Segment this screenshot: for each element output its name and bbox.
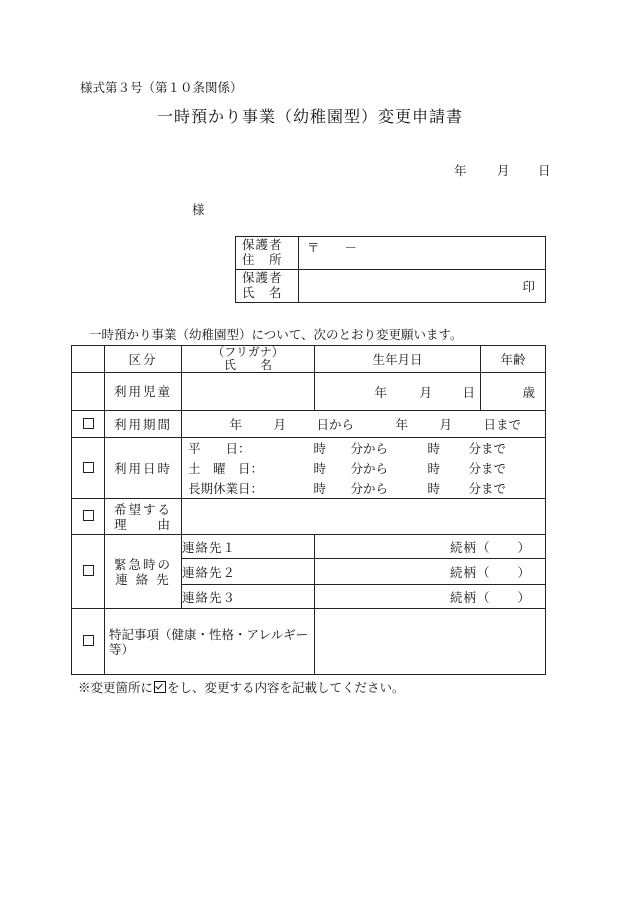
contact-1-field[interactable] [315, 535, 546, 559]
time-label: 利用日時 [105, 438, 182, 499]
application-table [71, 345, 546, 675]
document-title: 一時預かり事業（幼稚園型）変更申請書 [157, 107, 464, 126]
period-start-day: 日から [316, 417, 354, 432]
period-field[interactable] [182, 411, 546, 438]
weekday-label: 平 日： [188, 441, 251, 456]
weekday-hour-from: 時 [313, 441, 326, 456]
addressee-suffix: 様 [192, 202, 205, 217]
child-birthdate-field[interactable] [315, 373, 481, 411]
note-prefix: ※変更箇所に [78, 680, 154, 695]
reason-label: 希望する 理 由 [105, 499, 182, 535]
contact-2-relation: 続柄（ ） [449, 564, 531, 580]
special-checkbox[interactable] [83, 635, 94, 646]
child-age-unit: 歳 [522, 384, 535, 400]
period-checkbox-cell [72, 411, 105, 438]
special-label: 特記事項（健康・性格・アレルギー等） [105, 609, 315, 675]
holiday-schedule [182, 478, 545, 498]
date-day-label: 日 [538, 163, 551, 178]
period-start-year: 年 [229, 417, 242, 432]
special-checkbox-cell [72, 609, 105, 675]
header-furigana: （フリガナ） [212, 345, 284, 359]
time-row [72, 438, 546, 499]
lead-text: 一時預かり事業（幼稚園型）について、次のとおり変更願います。 [89, 327, 463, 342]
contact-2-label: 連絡先２ [182, 559, 315, 585]
saturday-schedule [182, 458, 545, 478]
child-label: 利用児童 [105, 373, 182, 411]
contact-3-label: 連絡先３ [182, 585, 315, 609]
header-name-cell [182, 346, 315, 373]
header-name: 氏 名 [223, 358, 272, 372]
reason-field[interactable] [182, 499, 546, 535]
child-blank-cell [72, 373, 105, 411]
weekday-schedule [182, 438, 545, 458]
period-row [72, 411, 546, 438]
seal-mark: 印 [522, 279, 535, 294]
time-checkbox-cell [72, 438, 105, 499]
saturday-hour-to: 時 [427, 461, 440, 476]
saturday-hour-from: 時 [313, 461, 326, 476]
contact-3-field[interactable] [315, 585, 546, 609]
table-header-row [72, 346, 546, 373]
guardian-name-label: 保護者 氏 名 [236, 270, 299, 303]
weekday-hour-to: 時 [427, 441, 440, 456]
period-end-month: 月 [439, 417, 452, 432]
date-month-label: 月 [497, 163, 510, 178]
holiday-minute-to: 分まで [468, 481, 506, 496]
child-day: 日 [462, 384, 475, 400]
footer-note [78, 680, 405, 695]
form-number: 様式第３号（第１０条関係） [80, 80, 243, 95]
period-end-year: 年 [395, 417, 408, 432]
emergency-row-1 [72, 535, 546, 559]
contact-2-field[interactable] [315, 559, 546, 585]
child-name-field[interactable] [182, 373, 315, 411]
header-age: 年齢 [481, 346, 546, 373]
reason-checkbox-cell [72, 499, 105, 535]
child-year: 年 [374, 384, 387, 400]
weekday-minute-from: 分から [350, 441, 388, 456]
child-month: 月 [419, 384, 432, 400]
emergency-label: 緊急時の 連 絡 先 [105, 535, 182, 609]
header-blank-cell [72, 346, 105, 373]
checkmark-icon [154, 681, 166, 693]
guardian-address-field[interactable] [299, 237, 546, 270]
reason-checkbox[interactable] [83, 510, 94, 521]
header-category: 区分 [105, 346, 182, 373]
child-age-field[interactable] [481, 373, 546, 411]
saturday-minute-to: 分まで [468, 461, 506, 476]
guardian-address-label: 保護者 住 所 [236, 237, 299, 270]
saturday-label: 土 曜 日： [188, 461, 264, 476]
period-end-day: 日まで [483, 417, 521, 432]
emergency-checkbox[interactable] [83, 565, 94, 576]
header-birthdate: 生年月日 [315, 346, 481, 373]
guardian-table [235, 236, 546, 303]
time-field[interactable] [182, 438, 546, 499]
special-row [72, 609, 546, 675]
contact-1-label: 連絡先１ [182, 535, 315, 559]
period-checkbox[interactable] [83, 418, 94, 429]
special-field[interactable] [315, 609, 546, 675]
period-label: 利用期間 [105, 411, 182, 438]
holiday-hour-to: 時 [427, 481, 440, 496]
date-year-label: 年 [454, 163, 467, 178]
weekday-minute-to: 分まで [468, 441, 506, 456]
postal-mark: 〒 － [307, 240, 358, 255]
holiday-minute-from: 分から [350, 481, 388, 496]
emergency-checkbox-cell [72, 535, 105, 609]
child-row [72, 373, 546, 411]
contact-1-relation: 続柄（ ） [449, 539, 531, 555]
time-checkbox[interactable] [83, 462, 94, 473]
guardian-name-field[interactable] [299, 270, 546, 303]
period-start-month: 月 [273, 417, 286, 432]
holiday-hour-from: 時 [313, 481, 326, 496]
note-suffix: をし、変更する内容を記載してください。 [167, 680, 405, 695]
saturday-minute-from: 分から [350, 461, 388, 476]
reason-row [72, 499, 546, 535]
contact-3-relation: 続柄（ ） [449, 589, 531, 605]
holiday-label: 長期休業日： [188, 481, 264, 496]
